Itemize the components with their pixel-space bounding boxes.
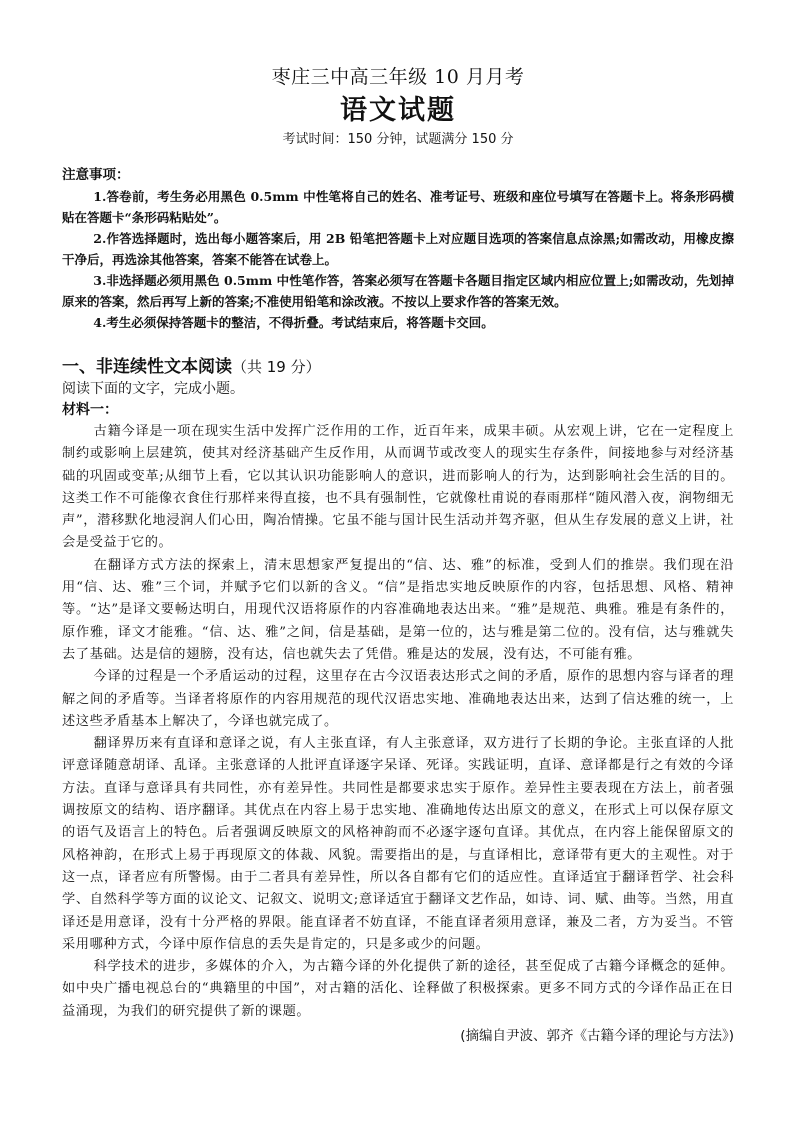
- notice-block: [62, 165, 734, 333]
- material-paragraph: 科学技术的进步，多媒体的介入，为古籍今译的外化提供了新的途径，甚至促成了古籍今译概念的延伸。如中央广播电视总台的“典籍里的中国”，对古籍的活化、诠释做了积极探索。更多不同方式的今译作品正在日益涌现，为我们的研究提供了新的课题。: [62, 959, 734, 1019]
- section-reading: [62, 355, 734, 1047]
- notice-heading: 注意事项：: [62, 167, 130, 183]
- notice-item: 2.作答选择题时，选出每小题答案后，用 2B 铅笔把答题卡上对应题目选项的答案信息点涂黑;如需改动，用橡皮擦干净后，再选涂其他答案，答案不能答在试卷上。: [62, 231, 734, 267]
- subject-title: 语文试题: [340, 95, 456, 126]
- notice-item: 1.答卷前，考生务必用黑色 0.5mm 中性笔将自己的姓名、准考证号、班级和座位号填写在答题卡上。将条形码横贴在答题卡“条形码粘贴处”。: [62, 189, 734, 225]
- material-paragraph: 在翻译方式方法的探索上，清末思想家严复提出的“信、达、雅”的标准，受到人们的推崇。我们现在沿用“信、达、雅”三个词，并赋予它们以新的含义。“信”是指忠实地反映原作的内容，包括思想、风格、精神等。“达”是译文要畅达明白，用现代汉语将原作的内容准确地表达出来。“雅”是规范、典雅。雅是有条件的，原作雅，译文才能雅。“信、达、雅”之间，信是基础，是第一位的，达与雅是第二位的。没有信，达与雅就失去了基础。达是信的翅膀，没有达，信也就失去了凭借。雅是达的发展，没有达，不可能有雅。: [62, 557, 734, 662]
- section-score: （共 19 分）: [232, 358, 321, 376]
- material-paragraph: 今译的过程是一个矛盾运动的过程，这里存在古今汉语表达形式之间的矛盾，原作的思想内容与译者的理解之间的矛盾等。当译者将原作的内容用规范的现代汉语忠实地、准确地表达出来，达到了信达雅的统一，上述这些矛盾基本上解决了，今译也就完成了。: [62, 669, 734, 729]
- section-heading: [62, 355, 734, 379]
- material-paragraph: 古籍今译是一项在现实生活中发挥广泛作用的工作，近百年来，成果丰硕。从宏观上讲，它在一定程度上制约或影响上层建筑，使其对经济基础产生反作用，从而调节或改变人的现实生存条件，间接地参与对经济基础的巩固或变革;从细节上看，它以其认识功能影响人的意识，进而影响人的行为，达到影响社会生活的目的。这类工作不可能像衣食住行那样来得直接，也不具有强制性，它就像杜甫说的春雨那样“随风潜入夜，润物细无声”，潜移默化地浸润人们心田，陶冶情操。它虽不能与国计民生活动并驾齐驱，但从生存发展的意义上讲，社会是受益于它的。: [62, 424, 734, 551]
- source-citation: (摘编自尹波、郭齐《古籍今译的理论与方法》): [460, 1028, 734, 1045]
- material-paragraph: 翻译界历来有直译和意译之说，有人主张直译，有人主张意译，双方进行了长期的争论。主张直译的人批评意译随意胡译、乱译。主张意译的人批评直译逐字呆译、死译。实践证明，直译、意译都是行之有效的今译方法。直译与意译具有共同性，亦有差异性。共同性是都要求忠实于原作。差异性主要表现在方法上，前者强调按原文的结构、语序翻译。其优点在内容上易于忠实地、准确地传达出原文的意义，在形式上可以保存原文的语气及语言上的特色。后者强调反映原文的风格神韵而不必逐字逐句直译。其优点，在内容上能保留原文的风格神韵，在形式上易于再现原文的体裁、风貌。需要指出的是，与直译相比，意译带有更大的主观性。对于这一点，译者应有所警惕。由于二者具有差异性，所以各自都有它们的适应性。直译适宜于翻译哲学、社会科学、自然科学等方面的议论文、记叙文、说明文;意译适宜于翻译文艺作品，如诗、词、赋、曲等。当然，用直译还是用意译，没有十分严格的界限。能直译者不妨直译，不能直译者须用意译，兼及二者，方为妥当。不管采用哪种方式，今译中原作信息的丢失是肯定的，只是多或少的问题。: [62, 736, 734, 952]
- notice-item: 4.考生必须保持答题卡的整洁，不得折叠。考试结束后，将答题卡交回。: [93, 315, 494, 330]
- notice-item: 3.非选择题必须用黑色 0.5mm 中性笔作答，答案必须写在答题卡各题目指定区域内相应位置上;如需改动，先划掉原来的答案，然后再写上新的答案;不准使用铅笔和涂改液。不按以上要求作答的答案无效。: [62, 273, 734, 309]
- exam-time-info: 考试时间：150 分钟，试题满分 150 分: [282, 132, 514, 147]
- exam-page: [62, 64, 734, 1047]
- material-label: 材料一：: [62, 402, 118, 418]
- section-title: 一、非连续性文本阅读: [62, 357, 232, 377]
- section-instruction: 阅读下面的文字，完成小题。: [62, 381, 244, 397]
- exam-title: 枣庄三中高三年级 10 月月考: [271, 66, 525, 88]
